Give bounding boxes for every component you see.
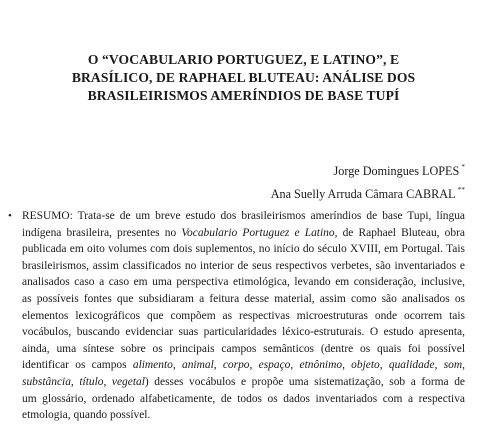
abstract-line: publicada em oito volumes com dois suplementos, no início do século XVIII, em Portugal. Tais [22,243,465,256]
title-line-3: BRASILEIRISMOS AMERÍNDIOS DE BASE TUPÍ [87,88,400,103]
semantic-fields: substância, título, vegetal [22,375,145,388]
abstract-line: brasileirismos, assim classificados no interior de seus respectivos verbetes, são inventariados e [22,259,465,272]
bullet-icon: • [8,210,12,222]
abstract-line: um glossário, ordenado alfabeticamente, de todos os dados inventariados com a respectiva [22,392,465,405]
abstract-line: elementos lexicográficos que compõem as respectivas microestruturas onde ocorrem tais [22,309,465,322]
abstract [8,208,465,424]
abstract-line: identificar os campos alimento, animal, corpo, espaço, etnônimo, objeto, qualidade, som, [22,359,465,372]
author-name: Ana Suelly Arruda Câmara CABRAL [270,186,456,201]
author-1 [145,158,465,181]
abstract-line: indígena brasileira, presentes no Vocabulario Portuguez e Latino, de Raphael Bluteau, obra [22,226,465,239]
title-line-2: BRASÍLICO, DE RAPHAEL BLUTEAU: ANÁLISE DOS [71,70,416,85]
author-2 [145,181,465,204]
paper-title [40,51,447,105]
footnote-mark[interactable]: * [461,162,465,171]
author-name: Jorge Domingues LOPES [333,164,460,178]
abstract-line: ainda, uma síntese sobre os principais campos semânticos (dentre os quais foi possível [22,342,465,355]
semantic-fields: alimento, animal, corpo, espaço, etnônimo, objeto, qualidade, som, [132,359,465,372]
abstract-line: vocábulos, buscando evidenciar suas particularidades léxico-estruturais. O estudo apresenta, [22,326,465,339]
abstract-label: RESUMO: [22,210,73,222]
abstract-line: as possíveis fontes que subsidiaram a feitura desse material, assim como são analisados os [22,292,465,305]
footnote-mark[interactable]: ** [457,184,465,194]
title-line-1: O “VOCABULARIO PORTUGUEZ, E LATINO”, E [87,52,400,67]
abstract-line: etmologia, quando possível. [22,409,151,422]
abstract-line: substância, título, vegetal) desses vocábulos e propõe uma sistematização, sob a forma de [22,375,465,388]
abstract-line: analisados caso a caso em uma perspectiva etimológica, levando em consideração, inclusive, [22,276,465,289]
work-title: Vocabulario Portuguez e Latino [181,226,335,239]
abstract-line: RESUMO: Trata-se de um breve estudo dos brasileirismos ameríndios de base Tupi, língua [22,210,465,222]
author-list [145,158,465,203]
